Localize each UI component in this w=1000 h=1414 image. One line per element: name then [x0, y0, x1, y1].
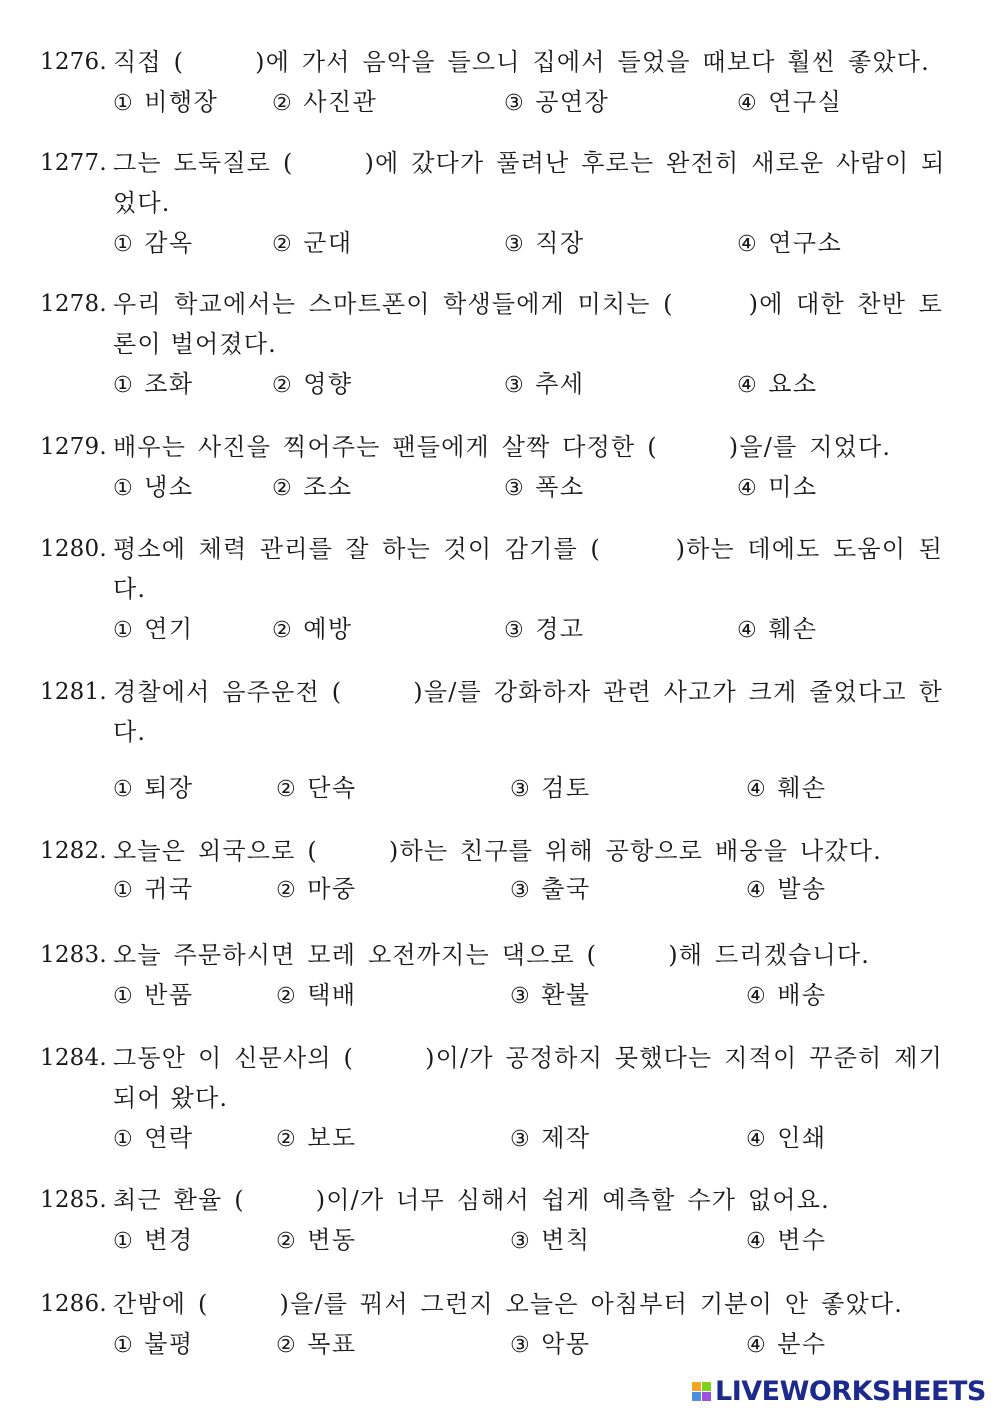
option-label: 경고	[535, 615, 585, 643]
question-text: 평소에 체력 관리를 잘 하는 것이 감기를 ( )하는 데에도 도움이 된	[113, 535, 943, 563]
question-text-continued: 론이 벌어졌다.	[113, 330, 277, 358]
option-number-mark: ①	[113, 476, 135, 501]
question-number: 1284.	[40, 1045, 107, 1071]
option-number-mark: ④	[746, 1333, 768, 1358]
option-label: 군대	[303, 229, 353, 257]
answer-option-4[interactable]	[746, 1118, 827, 1160]
question-text: 간밤에 ( )을/를 꿔서 그런지 오늘은 아침부터 기분이 안 좋았다.	[113, 1290, 904, 1318]
option-label: 출국	[541, 875, 591, 903]
answer-option-3[interactable]	[510, 975, 591, 1017]
option-number-mark: ②	[272, 91, 294, 116]
option-number-mark: ③	[510, 1333, 532, 1358]
question-text-continued: 되어 왔다.	[113, 1084, 229, 1112]
question-text: 오늘 주문하시면 모레 오전까지는 댁으로 ( )해 드리겠습니다.	[113, 941, 871, 969]
answer-option-2[interactable]	[276, 975, 357, 1017]
answer-options	[0, 1220, 1000, 1260]
option-number-mark: ③	[510, 1127, 532, 1152]
answer-option-3[interactable]	[504, 364, 585, 406]
question-text-continued: 었다.	[113, 189, 171, 217]
answer-option-3[interactable]	[504, 223, 585, 265]
option-label: 미소	[768, 473, 818, 501]
option-number-mark: ①	[113, 232, 135, 257]
logo-square-i	[702, 1382, 711, 1391]
question-1286	[0, 1284, 1000, 1358]
question-stem-row	[0, 1284, 1000, 1324]
option-label: 반품	[144, 981, 194, 1009]
answer-option-2[interactable]	[276, 768, 357, 810]
question-text: 오늘은 외국으로 ( )하는 친구를 위해 공항으로 배웅을 나갔다.	[113, 837, 882, 865]
option-label: 보도	[307, 1124, 357, 1152]
question-number: 1279.	[40, 434, 107, 460]
option-number-mark: ②	[276, 984, 298, 1009]
option-label: 연기	[144, 615, 194, 643]
option-label: 마중	[307, 875, 357, 903]
question-1281	[0, 672, 1000, 802]
option-label: 단속	[307, 774, 357, 802]
answer-option-2[interactable]	[276, 869, 357, 911]
answer-options	[0, 768, 1000, 808]
option-number-mark: ①	[113, 984, 135, 1009]
option-label: 분수	[777, 1330, 827, 1358]
option-number-mark: ④	[737, 476, 759, 501]
question-number: 1282.	[40, 838, 107, 864]
question-stem-row	[0, 1180, 1000, 1220]
option-label: 조화	[144, 370, 194, 398]
option-number-mark: ①	[113, 1333, 135, 1358]
option-number-mark: ①	[113, 373, 135, 398]
question-1280	[0, 529, 1000, 643]
option-number-mark: ①	[113, 777, 135, 802]
option-label: 퇴장	[144, 774, 194, 802]
question-1279	[0, 427, 1000, 501]
answer-option-2[interactable]	[272, 223, 353, 265]
option-number-mark: ③	[510, 777, 532, 802]
brand-text: LIVEWORKSHEETS	[715, 1375, 986, 1407]
question-1285	[0, 1180, 1000, 1254]
option-number-mark: ①	[113, 91, 135, 116]
option-label: 변동	[307, 1226, 357, 1254]
question-text-continued: 다.	[113, 718, 147, 746]
option-label: 제작	[541, 1124, 591, 1152]
question-stem-row	[0, 1038, 1000, 1078]
option-number-mark: ①	[113, 1127, 135, 1152]
question-1283	[0, 935, 1000, 1009]
answer-option-3[interactable]	[510, 1324, 591, 1366]
answer-option-1[interactable]	[113, 1220, 194, 1262]
option-label: 택배	[307, 981, 357, 1009]
answer-options	[0, 1118, 1000, 1158]
option-number-mark: ①	[113, 878, 135, 903]
option-number-mark: ④	[746, 1229, 768, 1254]
option-number-mark: ②	[272, 232, 294, 257]
answer-options	[0, 467, 1000, 507]
option-number-mark: ③	[510, 984, 532, 1009]
question-number: 1283.	[40, 942, 107, 968]
question-text: 우리 학교에서는 스마트폰이 학생들에게 미치는 ( )에 대한 찬반 토	[113, 290, 943, 318]
answer-option-3[interactable]	[504, 82, 609, 124]
question-text: 배우는 사진을 찍어주는 팬들에게 살짝 다정한 ( )을/를 지었다.	[113, 433, 892, 461]
question-text: 경찰에서 음주운전 ( )을/를 강화하자 관련 사고가 크게 줄었다고 한	[113, 678, 943, 706]
option-number-mark: ③	[510, 878, 532, 903]
answer-option-2[interactable]	[276, 1118, 357, 1160]
option-label: 변수	[777, 1226, 827, 1254]
answer-options	[0, 1324, 1000, 1364]
option-label: 예방	[303, 615, 353, 643]
question-stem-row	[0, 42, 1000, 82]
answer-option-3[interactable]	[510, 869, 591, 911]
option-label: 변경	[144, 1226, 194, 1254]
answer-option-4[interactable]	[746, 1324, 827, 1366]
answer-option-4[interactable]	[737, 364, 818, 406]
question-1282	[0, 831, 1000, 903]
answer-option-1[interactable]	[113, 467, 194, 509]
option-number-mark: ④	[737, 232, 759, 257]
option-number-mark: ③	[504, 91, 526, 116]
question-number: 1280.	[40, 536, 107, 562]
option-number-mark: ②	[276, 1127, 298, 1152]
option-label: 악몽	[541, 1330, 591, 1358]
answer-option-4[interactable]	[746, 869, 827, 911]
answer-option-4[interactable]	[746, 975, 827, 1017]
question-text: 그는 도둑질로 ( )에 갔다가 풀려난 후로는 완전히 새로운 사람이 되	[113, 149, 946, 177]
option-label: 사진관	[303, 88, 378, 116]
question-text: 그동안 이 신문사의 ( )이/가 공정하지 못했다는 지적이 꾸준히 제기	[113, 1044, 943, 1072]
answer-option-1[interactable]	[113, 975, 194, 1017]
answer-options	[0, 82, 1000, 122]
option-number-mark: ④	[746, 1127, 768, 1152]
option-label: 목표	[307, 1330, 357, 1358]
question-text: 최근 환율 ( )이/가 너무 심해서 쉽게 예측할 수가 없어요.	[113, 1186, 830, 1214]
option-number-mark: ④	[737, 618, 759, 643]
option-label: 인쇄	[777, 1124, 827, 1152]
answer-option-2[interactable]	[272, 364, 353, 406]
option-number-mark: ①	[113, 618, 135, 643]
option-label: 훼손	[777, 774, 827, 802]
question-1284	[0, 1038, 1000, 1152]
answer-option-1[interactable]	[113, 223, 194, 265]
answer-option-2[interactable]	[272, 467, 353, 509]
option-label: 비행장	[144, 88, 219, 116]
option-number-mark: ④	[737, 373, 759, 398]
option-label: 발송	[777, 875, 827, 903]
logo-square-l	[692, 1382, 701, 1391]
answer-option-1[interactable]	[113, 609, 194, 651]
answer-option-3[interactable]	[510, 1118, 591, 1160]
question-1276	[0, 42, 1000, 116]
option-number-mark: ④	[737, 91, 759, 116]
option-label: 훼손	[768, 615, 818, 643]
question-text: 직접 ( )에 가서 음악을 들으니 집에서 들었을 때보다 훨씬 좋았다.	[113, 48, 930, 76]
answer-option-2[interactable]	[276, 1324, 357, 1366]
option-label: 연락	[144, 1124, 194, 1152]
answer-option-1[interactable]	[113, 1324, 194, 1366]
question-number: 1276.	[40, 49, 107, 75]
option-label: 냉소	[144, 473, 194, 501]
answer-option-4[interactable]	[737, 82, 842, 124]
question-stem-row	[0, 143, 1000, 183]
answer-option-4[interactable]	[737, 467, 818, 509]
option-number-mark: ②	[276, 777, 298, 802]
option-label: 연구소	[768, 229, 843, 257]
answer-option-1[interactable]	[113, 869, 194, 911]
logo-square-e	[702, 1392, 711, 1401]
option-label: 직장	[535, 229, 585, 257]
logo-square-v	[692, 1392, 701, 1401]
option-label: 공연장	[535, 88, 610, 116]
answer-option-3[interactable]	[504, 467, 585, 509]
option-label: 검토	[541, 774, 591, 802]
liveworksheets-brand	[692, 1376, 986, 1406]
option-label: 영향	[303, 370, 353, 398]
liveworksheets-logo-icon	[692, 1382, 711, 1401]
option-label: 요소	[768, 370, 818, 398]
answer-options	[0, 869, 1000, 909]
option-number-mark: ②	[272, 618, 294, 643]
option-number-mark: ③	[510, 1229, 532, 1254]
question-stem-row	[0, 935, 1000, 975]
answer-option-2[interactable]	[272, 82, 377, 124]
answer-option-1[interactable]	[113, 364, 194, 406]
question-stem-row	[0, 831, 1000, 871]
option-number-mark: ②	[272, 373, 294, 398]
question-1277	[0, 143, 1000, 257]
option-number-mark: ②	[272, 476, 294, 501]
option-number-mark: ④	[746, 777, 768, 802]
answer-option-4[interactable]	[746, 1220, 827, 1262]
question-stem-row	[0, 672, 1000, 712]
option-label: 환불	[541, 981, 591, 1009]
option-number-mark: ①	[113, 1229, 135, 1254]
question-number: 1278.	[40, 291, 107, 317]
answer-option-1[interactable]	[113, 82, 218, 124]
option-label: 귀국	[144, 875, 194, 903]
question-stem-row	[0, 284, 1000, 324]
option-number-mark: ②	[276, 1333, 298, 1358]
option-number-mark: ③	[504, 232, 526, 257]
option-number-mark: ④	[746, 984, 768, 1009]
option-label: 추세	[535, 370, 585, 398]
question-number: 1277.	[40, 150, 107, 176]
option-label: 연구실	[768, 88, 843, 116]
answer-options	[0, 364, 1000, 404]
answer-option-4[interactable]	[737, 223, 842, 265]
option-number-mark: ③	[504, 476, 526, 501]
answer-options	[0, 975, 1000, 1015]
answer-option-3[interactable]	[504, 609, 585, 651]
answer-option-1[interactable]	[113, 1118, 194, 1160]
option-label: 폭소	[535, 473, 585, 501]
answer-option-3[interactable]	[510, 768, 591, 810]
answer-option-2[interactable]	[276, 1220, 357, 1262]
question-number: 1281.	[40, 679, 107, 705]
answer-option-4[interactable]	[737, 609, 818, 651]
option-label: 불평	[144, 1330, 194, 1358]
option-number-mark: ③	[504, 373, 526, 398]
option-number-mark: ②	[276, 1229, 298, 1254]
answer-option-1[interactable]	[113, 768, 194, 810]
question-number: 1286.	[40, 1291, 107, 1317]
answer-options	[0, 609, 1000, 649]
answer-option-4[interactable]	[746, 768, 827, 810]
question-1278	[0, 284, 1000, 398]
option-label: 감옥	[144, 229, 194, 257]
option-label: 변칙	[541, 1226, 591, 1254]
answer-option-2[interactable]	[272, 609, 353, 651]
question-number: 1285.	[40, 1187, 107, 1213]
question-stem-row	[0, 529, 1000, 569]
question-stem-row	[0, 427, 1000, 467]
answer-option-3[interactable]	[510, 1220, 591, 1262]
question-text-continued: 다.	[113, 575, 147, 603]
answer-options	[0, 223, 1000, 263]
option-label: 배송	[777, 981, 827, 1009]
option-number-mark: ②	[276, 878, 298, 903]
option-number-mark: ③	[504, 618, 526, 643]
option-label: 조소	[303, 473, 353, 501]
option-number-mark: ④	[746, 878, 768, 903]
